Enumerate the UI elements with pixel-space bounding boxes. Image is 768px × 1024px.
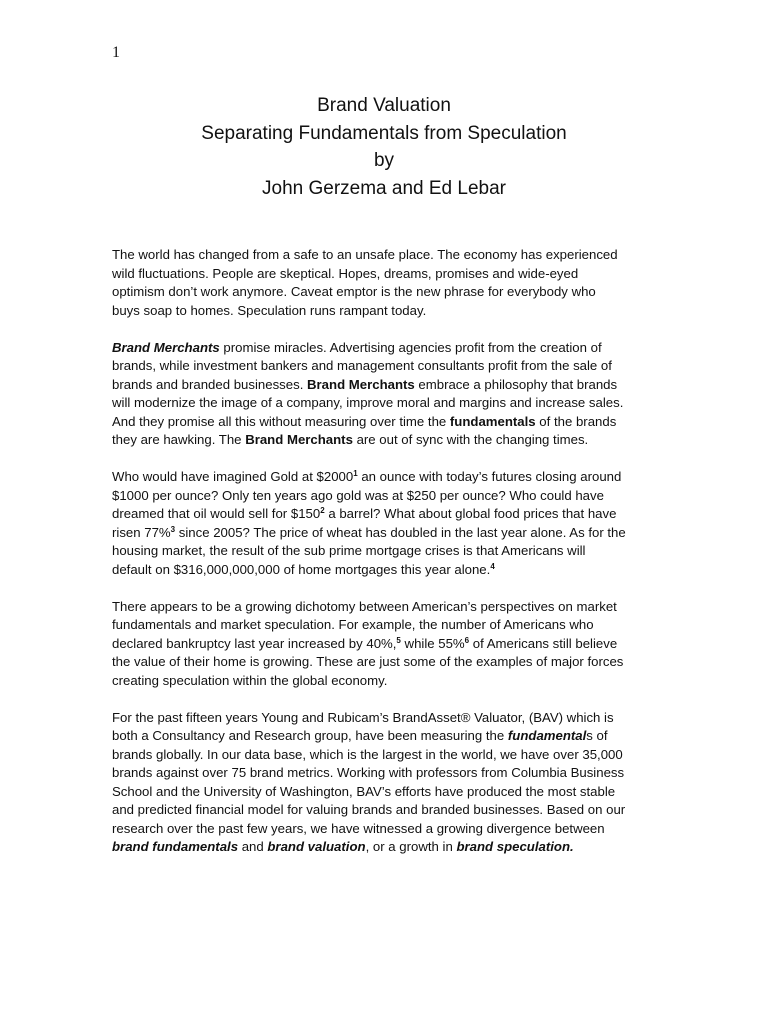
emphasis-text: brand speculation. — [456, 839, 574, 854]
title-line-4: John Gerzema and Ed Lebar — [262, 177, 506, 199]
text-segment: dreamed that oil would sell for $150 — [112, 506, 321, 521]
text-segment: they are hawking. The — [112, 432, 246, 447]
paragraph-3 — [112, 468, 657, 579]
text-line — [112, 505, 657, 524]
paragraph-1 — [112, 246, 657, 320]
text-line — [112, 635, 657, 654]
emphasis-text: Brand Merchants — [112, 339, 220, 355]
emphasis-text: brand fundamentals — [112, 839, 239, 854]
text-segment: since 2005? The price of wheat has doubled in the last year alone. As for the — [175, 524, 626, 540]
text-segment: , or a growth in — [365, 839, 457, 854]
text-segment: promise miracles. Advertising agencies profit from the creation of — [219, 339, 602, 355]
title-line-3: by — [373, 150, 395, 171]
footnote-marker: 2 — [320, 506, 325, 515]
text-line: wild fluctuations. People are skeptical. Hopes, dreams, promises and wide-eyed — [112, 265, 579, 281]
text-segment: an ounce with today’s futures closing around — [357, 469, 622, 484]
text-segment: are out of sync with the changing times. — [352, 432, 589, 447]
text-line — [112, 561, 657, 580]
bold-text: Brand Merchants — [245, 432, 353, 447]
text-line — [112, 413, 657, 432]
paragraph-2 — [112, 339, 657, 450]
emphasis-text: brand valuation — [267, 839, 366, 854]
text-line: research over the past few years, we have witnessed a growing divergence between — [112, 820, 605, 836]
bold-text: fundamentals — [449, 413, 536, 429]
text-segment: And they promise all this without measuring over time the — [112, 413, 450, 429]
bold-text: Brand Merchants — [307, 376, 415, 392]
text-line: School and the University of Washington, BAV’s efforts have produced the most stable — [112, 783, 616, 799]
text-line: $1000 per ounce? Only ten years ago gold was at $250 per ounce? Who could have — [112, 487, 604, 503]
title-line-2: Separating Fundamentals from Speculation — [201, 122, 567, 144]
text-line — [112, 727, 657, 746]
text-segment: of the brands — [535, 413, 617, 429]
document-title — [112, 92, 656, 202]
text-line: fundamentals and market speculation. For example, the number of Americans who — [112, 617, 594, 632]
text-line: brands globally. In our data base, which is the largest in the world, we have over 35,000 — [112, 746, 623, 762]
text-line: housing market, the result of the sub prime mortgage crises is that Americans will — [112, 543, 586, 558]
footnote-marker: 1 — [353, 469, 358, 478]
emphasis-text: fundamental — [507, 728, 587, 743]
text-segment: Who would have imagined Gold at $2000 — [112, 469, 354, 484]
text-segment: default on $316,000,000,000 of home mortgages this year alone. — [112, 561, 491, 577]
text-segment: s of — [586, 728, 608, 743]
text-line: brands against over 75 brand metrics. Working with professors from Columbia Business — [112, 765, 625, 780]
paragraph-4 — [112, 598, 657, 691]
text-segment: risen 77% — [112, 524, 171, 540]
text-line: creating speculation within the global economy. — [112, 672, 388, 688]
text-segment: of Americans still believe — [469, 635, 618, 651]
text-segment: both a Consultancy and Research group, have been measuring the — [112, 728, 508, 743]
text-segment: embrace a philosophy that brands — [414, 376, 618, 392]
text-line: buys soap to homes. Speculation runs rampant today. — [112, 302, 427, 318]
text-line: optimism don’t work anymore. Caveat emptor is the new phrase for everybody who — [112, 284, 596, 299]
text-line: will modernize the image of a company, improve moral and margins and increase sales. — [112, 395, 624, 410]
text-segment: and — [238, 839, 268, 854]
footnote-marker: 6 — [464, 635, 470, 645]
text-line: The world has changed from a safe to an unsafe place. The economy has experienced — [112, 247, 618, 262]
page-number: 1 — [112, 44, 120, 61]
document-body — [112, 246, 657, 875]
paragraph-5 — [112, 709, 657, 857]
text-line: and predicted financial model for valuing brands and branded businesses. Based on our — [112, 802, 626, 817]
text-line: brands, while investment bankers and management consultants profit from the sale of — [112, 358, 612, 373]
text-line — [112, 524, 657, 543]
text-line — [112, 431, 657, 450]
text-line: For the past fifteen years Young and Rubicam’s BrandAsset® Valuator, (BAV) which is — [112, 709, 614, 725]
footnote-marker: 5 — [396, 635, 401, 645]
title-line-1: Brand Valuation — [317, 95, 451, 116]
footnote-marker: 3 — [170, 524, 176, 534]
text-line — [112, 339, 657, 358]
text-segment: declared bankruptcy last year increased by 40%, — [112, 635, 397, 651]
text-line: the value of their home is growing. These are just some of the examples of major forces — [112, 654, 624, 669]
text-line: There appears to be a growing dichotomy between American’s perspectives on market — [112, 598, 617, 614]
text-line — [112, 376, 657, 395]
text-segment: brands and branded businesses. — [112, 376, 308, 392]
text-line — [112, 838, 657, 857]
text-segment: while 55% — [400, 635, 465, 651]
text-segment: a barrel? What about global food prices that have — [324, 506, 617, 521]
footnote-marker: 4 — [490, 561, 495, 571]
text-line — [112, 468, 657, 487]
